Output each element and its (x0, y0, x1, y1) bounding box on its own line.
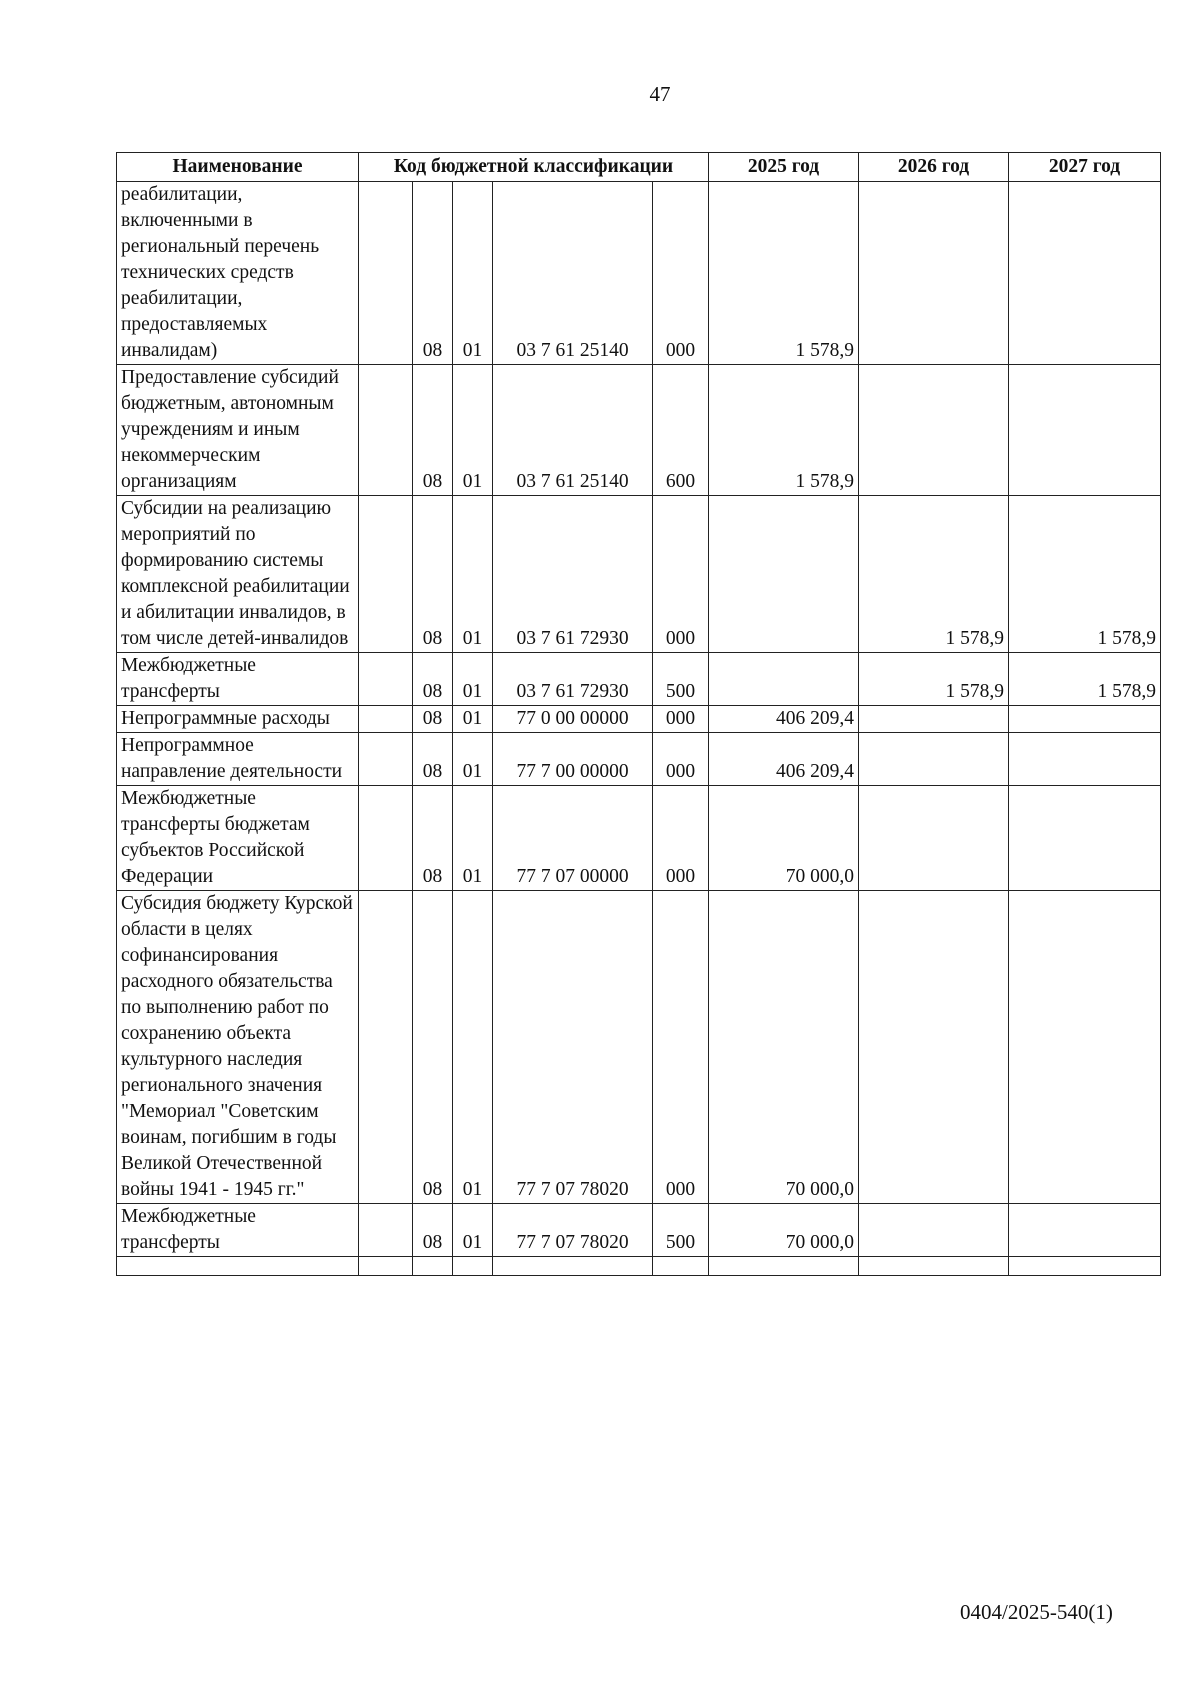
table-row-empty (117, 1257, 1161, 1276)
table-row (117, 653, 1161, 706)
cell-name: Межбюджетные трансферты бюджетам субъектов Российской Федерации (117, 786, 359, 891)
cell-section: 08 (413, 653, 453, 706)
header-name: Наименование (117, 153, 359, 182)
cell-code-blank (359, 496, 413, 653)
cell-expense-type: 000 (653, 891, 709, 1204)
cell-subsection: 01 (453, 1204, 493, 1257)
cell-code-blank (359, 653, 413, 706)
table-row (117, 1204, 1161, 1257)
cell-2027 (1009, 1204, 1161, 1257)
header-code: Код бюджетной классификации (359, 153, 709, 182)
cell-expense-type: 500 (653, 1204, 709, 1257)
cell-section: 08 (413, 706, 453, 733)
cell-name: Непрограммное направление деятельности (117, 733, 359, 786)
cell-code-blank (359, 1204, 413, 1257)
cell-target-article: 03 7 61 25140 (493, 365, 653, 496)
cell-2026 (859, 706, 1009, 733)
cell-subsection: 01 (453, 365, 493, 496)
cell-code-blank (359, 706, 413, 733)
cell-2027 (1009, 891, 1161, 1204)
table-body (117, 182, 1161, 1276)
cell-name: реабилитации, включенными в региональный перечень технических средств реабилитации, предоставляемых инвалидам) (117, 182, 359, 365)
cell-code-blank (359, 891, 413, 1204)
cell-2026 (859, 365, 1009, 496)
cell-subsection: 01 (453, 653, 493, 706)
cell-2026 (859, 786, 1009, 891)
cell-expense-type: 600 (653, 365, 709, 496)
cell-empty (653, 1257, 709, 1276)
cell-name: Межбюджетные трансферты (117, 653, 359, 706)
table-row (117, 496, 1161, 653)
cell-subsection: 01 (453, 706, 493, 733)
cell-subsection: 01 (453, 496, 493, 653)
cell-2025: 406 209,4 (709, 733, 859, 786)
cell-2026 (859, 733, 1009, 786)
cell-2025: 70 000,0 (709, 786, 859, 891)
cell-2025 (709, 496, 859, 653)
cell-subsection: 01 (453, 733, 493, 786)
cell-target-article: 77 7 07 00000 (493, 786, 653, 891)
cell-section: 08 (413, 733, 453, 786)
cell-2027 (1009, 182, 1161, 365)
cell-expense-type: 000 (653, 182, 709, 365)
cell-2027: 1 578,9 (1009, 653, 1161, 706)
cell-empty (1009, 1257, 1161, 1276)
cell-target-article: 03 7 61 72930 (493, 653, 653, 706)
table-row (117, 182, 1161, 365)
cell-2026 (859, 182, 1009, 365)
cell-2027 (1009, 733, 1161, 786)
table-row (117, 365, 1161, 496)
header-2026: 2026 год (859, 153, 1009, 182)
cell-target-article: 77 7 07 78020 (493, 1204, 653, 1257)
cell-empty (413, 1257, 453, 1276)
cell-2025: 1 578,9 (709, 182, 859, 365)
cell-section: 08 (413, 496, 453, 653)
cell-code-blank (359, 365, 413, 496)
cell-name: Субсидии на реализацию мероприятий по формированию системы комплексной реабилитации и абилитации инвалидов, в том числе детей-инвалидов (117, 496, 359, 653)
cell-name: Непрограммные расходы (117, 706, 359, 733)
table-row (117, 786, 1161, 891)
cell-section: 08 (413, 182, 453, 365)
cell-2027 (1009, 365, 1161, 496)
cell-empty (117, 1257, 359, 1276)
cell-section: 08 (413, 365, 453, 496)
cell-section: 08 (413, 1204, 453, 1257)
cell-2026 (859, 1204, 1009, 1257)
page-number: 47 (649, 82, 671, 106)
cell-target-article: 03 7 61 72930 (493, 496, 653, 653)
cell-name: Межбюджетные трансферты (117, 1204, 359, 1257)
cell-2027 (1009, 706, 1161, 733)
table-row (117, 891, 1161, 1204)
cell-subsection: 01 (453, 786, 493, 891)
table-row (117, 706, 1161, 733)
cell-empty (493, 1257, 653, 1276)
cell-target-article: 03 7 61 25140 (493, 182, 653, 365)
cell-2025: 1 578,9 (709, 365, 859, 496)
cell-2027: 1 578,9 (1009, 496, 1161, 653)
cell-2026 (859, 891, 1009, 1204)
cell-subsection: 01 (453, 182, 493, 365)
cell-expense-type: 000 (653, 733, 709, 786)
table-row (117, 733, 1161, 786)
document-code: 0404/2025-540(1) (960, 1600, 1113, 1624)
cell-2025 (709, 653, 859, 706)
cell-2025: 70 000,0 (709, 1204, 859, 1257)
cell-subsection: 01 (453, 891, 493, 1204)
cell-expense-type: 000 (653, 496, 709, 653)
cell-expense-type: 500 (653, 653, 709, 706)
cell-expense-type: 000 (653, 786, 709, 891)
cell-empty (359, 1257, 413, 1276)
cell-2025: 70 000,0 (709, 891, 859, 1204)
cell-2027 (1009, 786, 1161, 891)
cell-code-blank (359, 182, 413, 365)
header-2025: 2025 год (709, 153, 859, 182)
cell-section: 08 (413, 891, 453, 1204)
budget-table (116, 152, 1161, 1276)
cell-code-blank (359, 733, 413, 786)
cell-empty (709, 1257, 859, 1276)
cell-empty (453, 1257, 493, 1276)
table-header-row (117, 153, 1161, 182)
cell-target-article: 77 0 00 00000 (493, 706, 653, 733)
cell-name: Предоставление субсидий бюджетным, автономным учреждениям и иным некоммерческим организациям (117, 365, 359, 496)
cell-section: 08 (413, 786, 453, 891)
cell-2025: 406 209,4 (709, 706, 859, 733)
cell-target-article: 77 7 00 00000 (493, 733, 653, 786)
cell-empty (859, 1257, 1009, 1276)
cell-2026: 1 578,9 (859, 496, 1009, 653)
cell-expense-type: 000 (653, 706, 709, 733)
header-2027: 2027 год (1009, 153, 1161, 182)
cell-code-blank (359, 786, 413, 891)
cell-name: Субсидия бюджету Курской области в целях софинансирования расходного обязательства по выполнению работ по сохранению объекта культурного наследия регионального значения "Мемориал "Советским воинам, погибшим в годы Великой Отечественной войны 1941 - 1945 гг." (117, 891, 359, 1204)
cell-target-article: 77 7 07 78020 (493, 891, 653, 1204)
cell-2026: 1 578,9 (859, 653, 1009, 706)
